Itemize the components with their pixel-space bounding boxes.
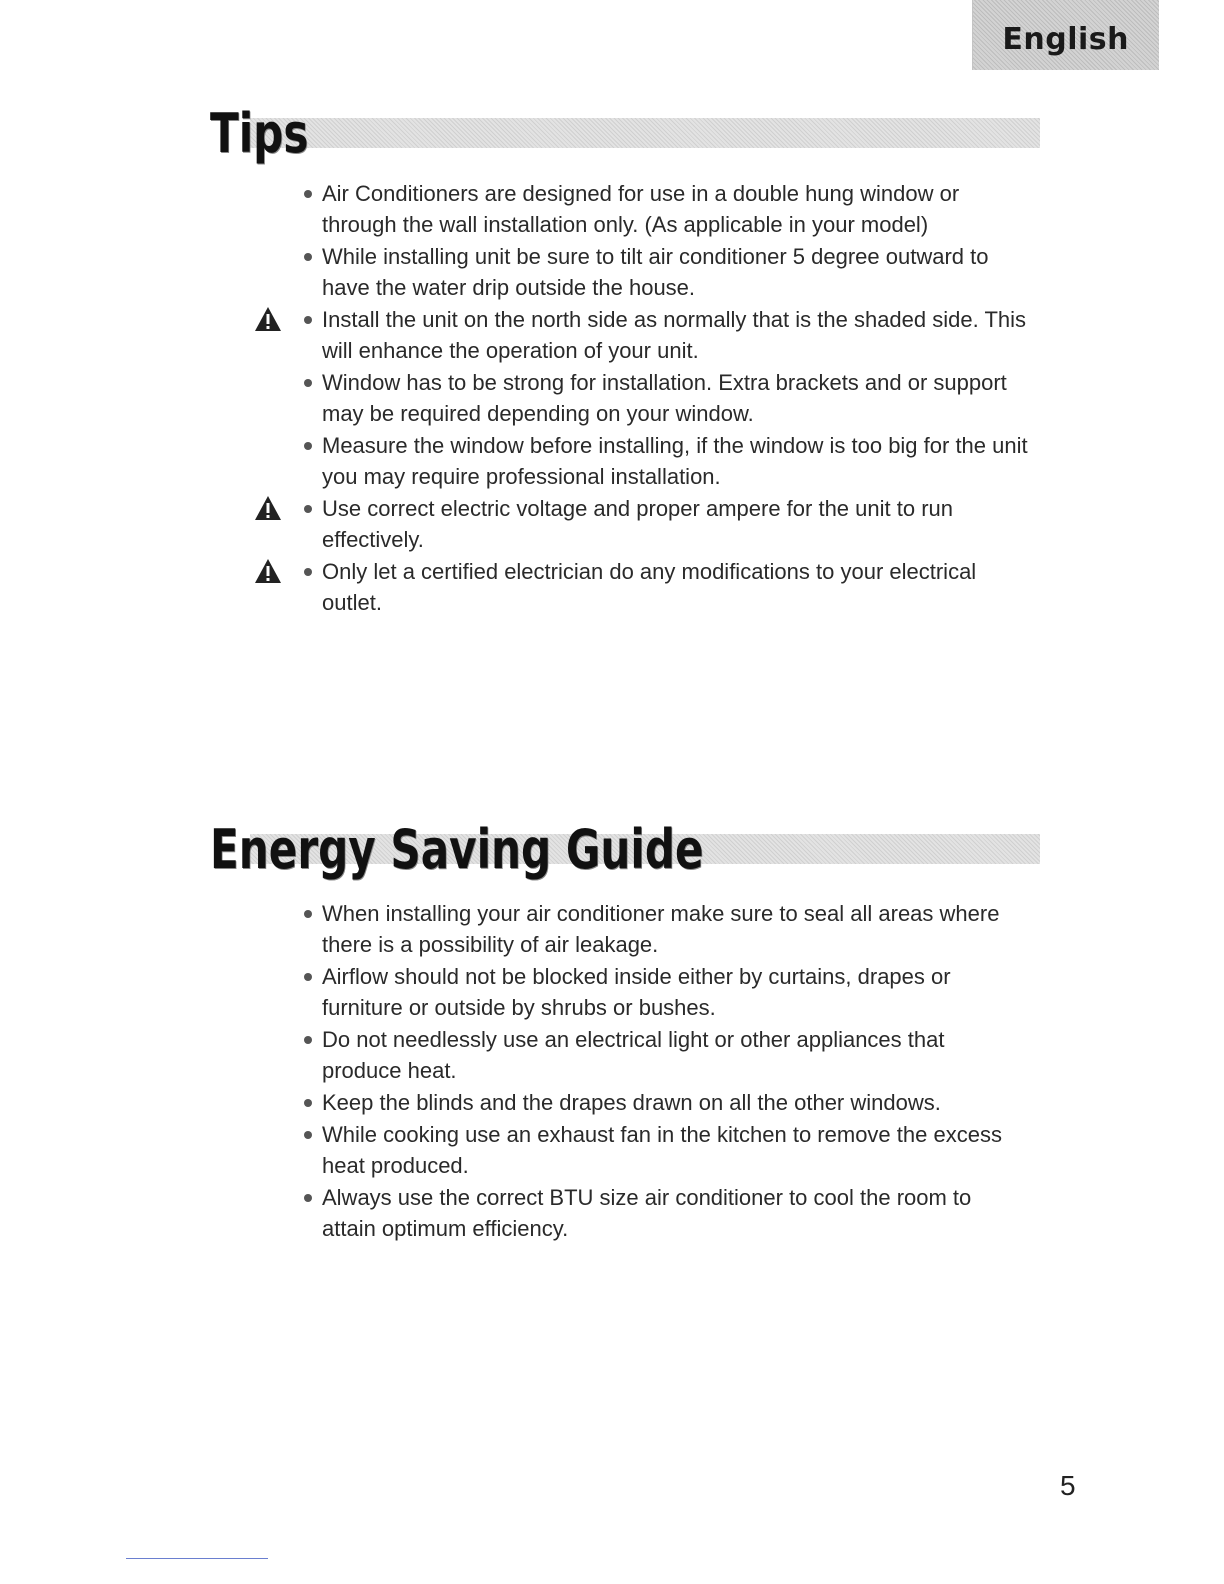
energy-text: Do not needlessly use an electrical light or other appliances that produce heat. xyxy=(322,1027,945,1083)
bullet-icon xyxy=(304,253,312,261)
language-badge xyxy=(972,0,1159,70)
tip-text: Use correct electric voltage and proper ampere for the unit to run effectively. xyxy=(322,496,953,552)
energy-text: Airflow should not be blocked inside either by curtains, drapes or furniture or outside by shrubs or bushes. xyxy=(322,964,951,1020)
tip-text: Measure the window before installing, if the window is too big for the unit you may require professional installation. xyxy=(322,433,1028,489)
warning-icon xyxy=(254,495,282,521)
bullet-icon xyxy=(304,505,312,513)
tips-heading-bar xyxy=(250,118,1040,148)
tip-item xyxy=(300,430,1030,492)
footer-rule xyxy=(126,1558,268,1559)
bullet-icon xyxy=(304,973,312,981)
warning-icon xyxy=(254,306,282,332)
tip-item xyxy=(300,304,1030,366)
bullet-icon xyxy=(304,1036,312,1044)
tip-text: Air Conditioners are designed for use in a double hung window or through the wall installation only. (As applicable in your model) xyxy=(322,181,960,237)
tips-title: Tips xyxy=(210,102,309,165)
bullet-icon xyxy=(304,316,312,324)
bullet-icon xyxy=(304,379,312,387)
energy-item xyxy=(300,898,1030,960)
warning-icon xyxy=(254,558,282,584)
page-number: 5 xyxy=(1060,1470,1076,1501)
bullet-icon xyxy=(304,568,312,576)
tip-item xyxy=(300,241,1030,303)
energy-heading xyxy=(210,818,1040,882)
tip-item xyxy=(300,493,1030,555)
tips-list xyxy=(300,178,1030,619)
bullet-icon xyxy=(304,442,312,450)
energy-text: While cooking use an exhaust fan in the kitchen to remove the excess heat produced. xyxy=(322,1122,1002,1178)
bullet-icon xyxy=(304,1099,312,1107)
tips-heading xyxy=(210,102,1040,166)
energy-item xyxy=(300,961,1030,1023)
energy-text: Keep the blinds and the drapes drawn on all the other windows. xyxy=(322,1090,941,1115)
bullet-icon xyxy=(304,190,312,198)
energy-item xyxy=(300,1024,1030,1086)
tip-text: Install the unit on the north side as normally that is the shaded side. This will enhance the operation of your unit. xyxy=(322,307,1026,363)
tip-text: Only let a certified electrician do any modifications to your electrical outlet. xyxy=(322,559,977,615)
energy-item xyxy=(300,1087,1030,1118)
energy-title: Energy Saving Guide xyxy=(210,818,704,881)
tip-item xyxy=(300,178,1030,240)
tip-text: Window has to be strong for installation. Extra brackets and or support may be required depending on your window. xyxy=(322,370,1007,426)
energy-item xyxy=(300,1182,1030,1244)
energy-text: When installing your air conditioner make sure to seal all areas where there is a possibility of air leakage. xyxy=(322,901,1000,957)
tip-item xyxy=(300,367,1030,429)
bullet-icon xyxy=(304,910,312,918)
bullet-icon xyxy=(304,1131,312,1139)
bullet-icon xyxy=(304,1194,312,1202)
language-label: English xyxy=(1002,22,1129,57)
energy-text: Always use the correct BTU size air conditioner to cool the room to attain optimum efficiency. xyxy=(322,1185,972,1241)
tip-item xyxy=(300,556,1030,618)
energy-item xyxy=(300,1119,1030,1181)
energy-list xyxy=(300,898,1030,1245)
tip-text: While installing unit be sure to tilt air conditioner 5 degree outward to have the water drip outside the house. xyxy=(322,244,989,300)
